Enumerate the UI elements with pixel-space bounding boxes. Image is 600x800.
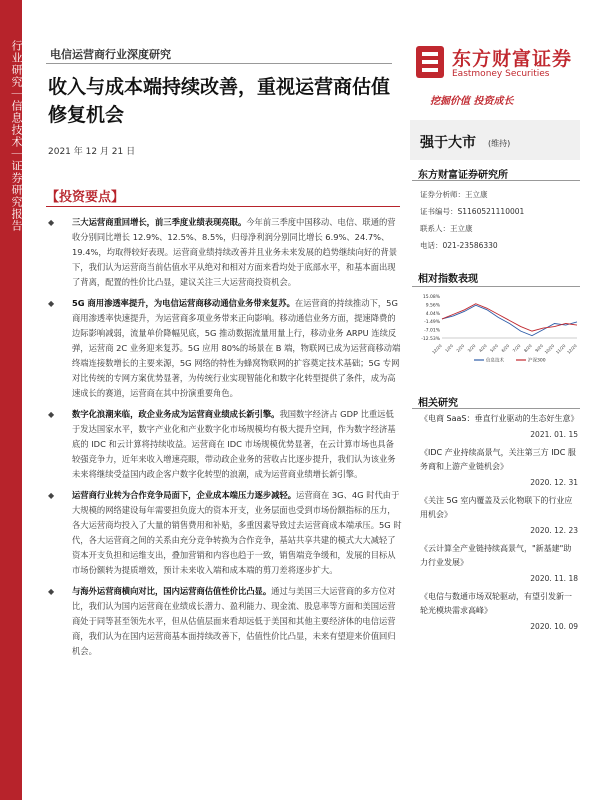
sidebar-text: 行业研究｜信息技术｜证券研究报告 — [10, 40, 23, 232]
analyst-phone: 电话：021-23586330 — [420, 241, 498, 250]
related-title: 相关研究 — [418, 398, 458, 409]
y-tick-label: -7.01% — [424, 328, 440, 334]
diamond-icon: ◆ — [48, 299, 55, 308]
perf-chart — [412, 290, 582, 366]
research-center-title: 东方财富证券研究所 — [418, 170, 508, 181]
bullet-lead: 运营商行业转为合作竞争局面下，企业成本端压力逐步减轻。 — [72, 490, 297, 500]
diamond-icon: ◆ — [48, 587, 55, 596]
bullet-item — [46, 215, 402, 290]
rating-main: 强于大市 — [420, 135, 476, 151]
x-tick-label: 2/20 — [455, 343, 466, 354]
diamond-icon: ◆ — [48, 491, 55, 500]
analyst-name: 证券分析师：王立康 — [420, 190, 488, 199]
section-divider — [46, 206, 400, 207]
section-label: 【投资要点】 — [46, 190, 125, 205]
related-item-date: 2020. 10. 09 — [530, 622, 578, 631]
bullet-item — [46, 407, 402, 482]
related-item[interactable] — [420, 494, 578, 538]
x-tick-label: 8/20 — [522, 343, 533, 354]
y-tick-label: 15.08% — [422, 295, 440, 300]
brand-name-en: Eastmoney Securities — [452, 69, 550, 79]
related-item-date: 2020. 12. 23 — [530, 526, 578, 535]
header-divider — [46, 63, 392, 64]
related-item-title[interactable]: 《云计算全产业链持续高景气，"新基建"助力行业发展》 — [420, 544, 572, 567]
related-divider — [412, 408, 580, 409]
sidebar — [0, 0, 22, 800]
bullet-lead: 数字化浪潮来临，政企业务成为运营商业绩成长新引擎。 — [72, 409, 280, 419]
legend-label: 沪深300 — [528, 358, 546, 364]
bullet-item — [46, 584, 402, 659]
x-tick-label: 12/20 — [566, 343, 578, 355]
bullet-text: 在运营商的持续推动下，5G 商用渗透率快速提升，为运营商多项业务带来正向影响。移动通信业务方面，提速降费的边际影响减弱，流量单价降幅见底，5G 推动数据流量用量上行，移动业务 ARPU 连续反弹，运营商 2C 业务迎来复苏。5G 应用 80%的场景在 B 端，物联网已成为运营商移动端终端连接数增长的主要来源，5G 网络的特性为蜂窝物联网的扩容奠定技术基础；5G 专网对比传统的专网方案优势显著，为传统行业实现智能化和数字化转型提供了条件，成为高速成长的赛道，运营商在其中扮演重要角色。 — [72, 298, 401, 398]
related-item-title[interactable]: 《电信与数通市场双轮驱动，有望引发新一轮光模块需求高峰》 — [420, 592, 572, 615]
y-tick-label: 4.04% — [425, 311, 440, 317]
y-tick-label: -1.49% — [424, 320, 440, 326]
report-category: 电信运营商行业深度研究 — [50, 48, 171, 61]
diamond-icon: ◆ — [48, 410, 55, 419]
x-tick-label: 3/20 — [466, 343, 477, 354]
bullet-lead: 三大运营商重回增长，前三季度业绩表现亮眼。 — [72, 217, 247, 227]
related-item-title[interactable]: 《IDC 产业持续高景气，关注第三方 IDC 服务商和上游产业链机会》 — [420, 448, 576, 471]
related-item-date: 2020. 11. 18 — [530, 574, 578, 583]
analyst-contact: 联系人：王立康 — [420, 224, 473, 233]
research-center-divider — [412, 180, 580, 181]
perf-divider — [412, 286, 580, 287]
logo-mark-icon — [412, 42, 448, 82]
brand-name-cn: 东方财富证券 — [452, 48, 573, 70]
x-tick-label: 12/20 — [431, 343, 443, 355]
related-item-date: 2020. 12. 31 — [530, 478, 578, 487]
bullet-item — [46, 488, 402, 578]
x-tick-label: 6/20 — [500, 343, 511, 354]
bullet-list — [46, 215, 402, 665]
series-line-1 — [442, 304, 577, 331]
x-tick-label: 5/20 — [489, 343, 499, 354]
perf-title: 相对指数表现 — [418, 274, 478, 285]
x-tick-label: 11/20 — [554, 343, 567, 355]
legend-label: 信息技术 — [486, 358, 504, 364]
related-item-title[interactable]: 《关注 5G 室内覆盖及云化物联下的行业应用机会》 — [420, 496, 573, 519]
y-tick-label: 9.56% — [425, 303, 440, 309]
related-item[interactable] — [420, 412, 578, 442]
bullet-lead: 与海外运营商横向对比，国内运营商估值性价比凸显。 — [72, 586, 272, 596]
bullet-text: 今年前三季度中国移动、电信、联通的营收分别同比增长 12.9%、12.5%、8.5%，归母净利润分别同比增长 6.9%、24.7%、19.4%，均取得较好表现。运营商业绩持续改善并且业务未来发展的趋势继续向好的背景下，我们认为运营商当前估值水平从绝对和相对方面来看均处于底部水平，和基本面出现了背离，配置的性价比凸显，建议关注三大运营商投资机会。 — [72, 217, 398, 287]
brand-slogan: 挖掘价值 投资成长 — [430, 96, 514, 107]
brand-logo — [412, 38, 573, 90]
related-list — [420, 412, 578, 638]
y-tick-label: -12.53% — [421, 337, 440, 342]
x-tick-label: 9/20 — [534, 343, 544, 354]
bullet-item — [46, 296, 402, 401]
related-item[interactable] — [420, 590, 578, 634]
bullet-text: 我国数字经济占 GDP 比重远低于发达国家水平，数字产业化和产业数字化市场规模均有极大提升空间，作为数字经济基底的 IDC 和云计算将持续收益。运营商在 IDC 市场规模优势显著，在云计算市场也具备较强竞争力，近年来收入增速亮眼，带动政企业务的营收占比逐步提升，我们认为该业务未来将继续受益国内政企客户数字化转型的浪潮，成为运营商业绩增长新引擎。 — [72, 409, 396, 479]
page-title: 收入与成本端持续改善，重视运营商估值修复机会 — [48, 76, 391, 126]
x-tick-label: 1/20 — [444, 343, 454, 354]
analyst-cert: 证书编号：S1160521110001 — [420, 207, 525, 216]
x-tick-label: 4/20 — [477, 343, 488, 354]
x-tick-label: 10/20 — [543, 343, 556, 355]
rating-note: (维持) — [488, 139, 511, 148]
related-item-date: 2021. 01. 15 — [530, 430, 578, 439]
diamond-icon: ◆ — [48, 218, 55, 227]
related-item[interactable] — [420, 446, 578, 490]
related-item[interactable] — [420, 542, 578, 586]
report-date: 2021 年 12 月 21 日 — [48, 147, 136, 157]
bullet-text: 运营商在 3G、4G 时代由于大规模的网络建设每年需要担负庞大的资本开支，业务层面也受到市场份额指标的压力，各大运营商均投入了大量的销售费用和补贴，多重因素导致过去运营商成本端承压。5G 时代，各大运营商之间的关系由充分竞争转换为合作竞争，基站共享共建的模式大大减轻了资本开支负担和运维支出，叠加营销和内容也趋于一致，销售端竞争缓和，发展的目标从市场份额转为提质增效，预计未来收入端和成本端的剪刀差将逐步扩大。 — [72, 490, 402, 575]
analyst-info — [420, 186, 524, 254]
x-tick-label: 7/20 — [511, 343, 522, 354]
bullet-text: 通过与美国三大运营商的多方位对比，我们认为国内运营商在业绩成长潜力、盈利能力、现金流、股息率等方面和美国运营商处于同等甚至领先水平，但从估值层面来看却远低于美国和其他主要经济体的电信运营商，我们认为在国内运营商基本面持续改善下，估值性价比凸显，未来有望迎来价值回归机会。 — [72, 586, 396, 656]
related-item-title[interactable]: 《电商 SaaS：垂直行业驱动的生态好生意》 — [420, 414, 579, 423]
bullet-lead: 5G 商用渗透率提升，为电信运营商移动通信业务带来复苏。 — [72, 298, 295, 308]
